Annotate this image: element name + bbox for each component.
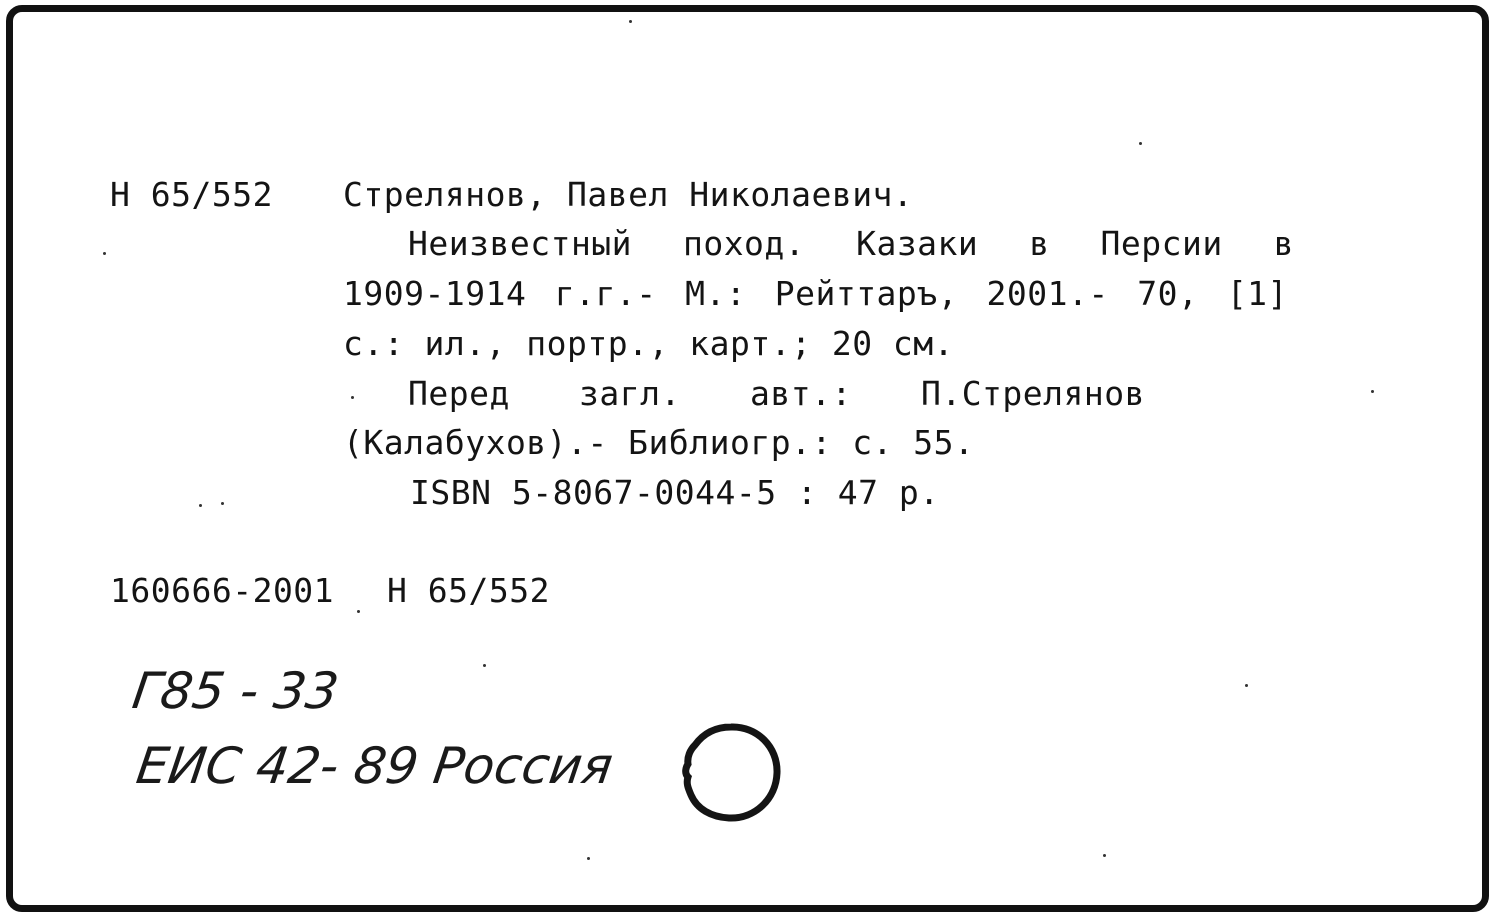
paper-speck bbox=[587, 857, 590, 860]
shelfmark-repeat: Н 65/552 bbox=[387, 571, 550, 610]
catalog-card bbox=[6, 5, 1489, 912]
imprint-word: 2001.- bbox=[986, 274, 1109, 313]
imprint-word: [1] bbox=[1226, 274, 1288, 313]
paper-speck bbox=[199, 504, 202, 507]
note-word: П.Стрелянов bbox=[920, 374, 1145, 413]
paper-speck bbox=[483, 664, 486, 667]
imprint-line bbox=[343, 274, 1288, 314]
note-word: авт.: bbox=[749, 374, 852, 413]
physical-description: с.: ил., портр., карт.; 20 см. bbox=[343, 324, 955, 363]
paper-speck bbox=[1139, 142, 1142, 145]
paper-speck bbox=[351, 396, 354, 399]
title-word: поход. bbox=[682, 224, 806, 263]
title-word: Неизвестный bbox=[408, 224, 633, 263]
isbn-price: ISBN 5-8067-0044-5 : 47 р. bbox=[410, 473, 940, 512]
author-heading: Стрелянов, Павел Николаевич. bbox=[343, 175, 914, 214]
stamp-ring-icon bbox=[675, 717, 787, 829]
accession-number: 160666-2001 bbox=[110, 571, 335, 610]
imprint-word: 70, bbox=[1137, 274, 1199, 313]
paper-speck bbox=[1245, 684, 1248, 687]
paper-speck bbox=[357, 610, 360, 613]
imprint-word: г.г.- bbox=[554, 274, 657, 313]
title-line bbox=[408, 224, 1294, 264]
imprint-word: 1909-1914 bbox=[343, 274, 527, 313]
paper-speck bbox=[1103, 854, 1106, 857]
handwritten-note-2: ЕИС 42- 89 Россия bbox=[132, 737, 617, 795]
paper-speck bbox=[629, 20, 632, 23]
shelfmark: Н 65/552 bbox=[110, 175, 273, 214]
title-word: Казаки bbox=[856, 224, 979, 263]
paper-speck bbox=[221, 502, 224, 505]
title-word: в bbox=[1029, 224, 1050, 263]
title-word: Персии bbox=[1100, 224, 1223, 263]
handwritten-note-1: Г85 - 33 bbox=[128, 662, 343, 720]
note-continuation: (Калабухов).- Библиогр.: с. 55. bbox=[343, 423, 975, 462]
note-word: Перед bbox=[408, 374, 510, 413]
imprint-word: М.: bbox=[685, 274, 747, 313]
title-word: в bbox=[1273, 224, 1294, 263]
note-word: загл. bbox=[578, 374, 681, 413]
paper-speck bbox=[103, 252, 106, 255]
paper-speck bbox=[1371, 390, 1374, 393]
imprint-word: Рейттаръ, bbox=[774, 274, 959, 313]
note-line bbox=[408, 374, 1145, 414]
